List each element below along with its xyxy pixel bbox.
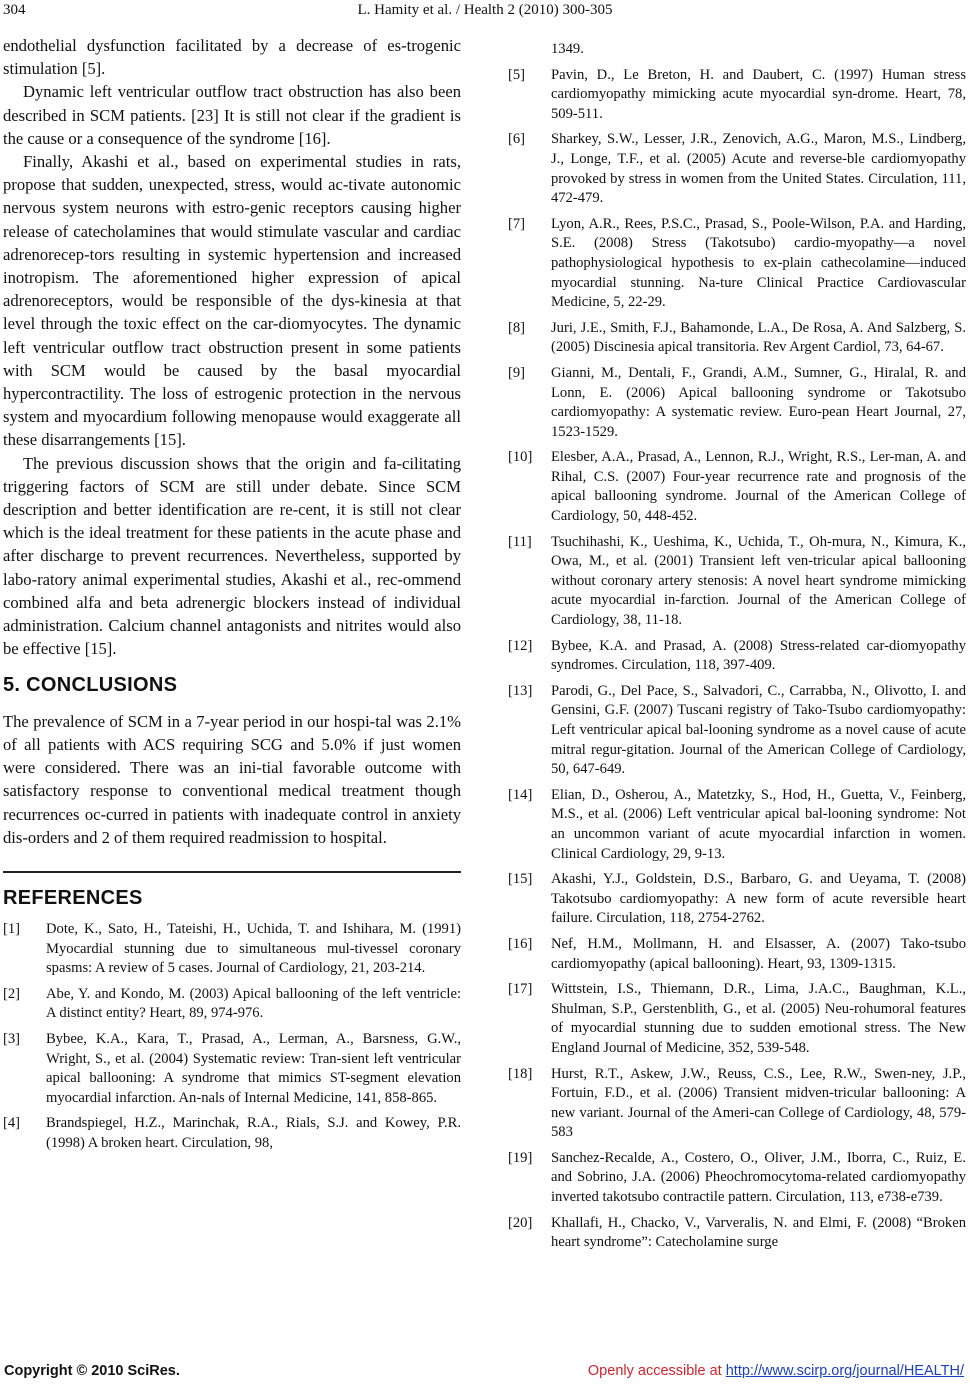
reference-text: Akashi, Y.J., Goldstein, D.S., Barbaro, G. and Ueyama, T. (2008) Takotsubo cardiomyopathy: A new form of acute reversible heart failure. Circulation, 118, 2754-2762. bbox=[551, 871, 966, 927]
page-header bbox=[0, 2, 970, 24]
reference-item bbox=[508, 319, 966, 358]
reference-text: Wittstein, I.S., Thiemann, D.R., Lima, J.A.C., Baughman, K.L., Shulman, S.P., Gerstenblith, G., et al. (2005) Neu-rohumoral features of myocardial stunning due to sudden emotional stress. The New England Journal of Medicine, 352, 539-548. bbox=[551, 981, 966, 1056]
reference-number: [12] bbox=[508, 637, 533, 654]
reference-item bbox=[508, 1065, 966, 1143]
reference-text: Juri, J.E., Smith, F.J., Bahamonde, L.A., De Rosa, A. And Salzberg, S. (2005) Discinesia apical transitoria. Rev Argent Cardiol, 73, 64-67. bbox=[551, 319, 966, 356]
reference-item bbox=[508, 870, 966, 929]
reference-item bbox=[508, 1214, 966, 1253]
journal-link[interactable]: http://www.scirp.org/journal/HEALTH/ bbox=[725, 1363, 964, 1379]
reference-text: Sharkey, S.W., Lesser, J.R., Zenovich, A.G., Maron, M.S., Lindberg, J., Longe, T.F., et al. (2005) Acute and reverse-ble cardiomyopathy provoked by stress in women from the United States. Circulation, 111, 472-479. bbox=[551, 131, 966, 207]
open-access-label: Openly accessible at bbox=[587, 1363, 726, 1379]
body-paragraph: Finally, Akashi et al., based on experimental studies in rats, propose that sudden, unexpected, stress, would ac-tivate autonomic nervous system neurons with estro-genic receptors causing higher release of catecholamines that would stimulate vascular and cardiac adrenorecep-tors resulting in systemic hypertension and increased inotropism. The aforementioned higher expression of apical adrenoreceptors, would be responsible of the dys-kinesia at that level through the toxic effect on the car-diomyocytes. The dynamic left ventricular outflow tract obstruction present in some patients with SCM would be caused by the basal myocardial hypercontractility. The loss of estrogenic protection in the nervous system and myocardium following menopause would exaggerate all these disarrangements [15]. bbox=[3, 152, 461, 450]
reference-item bbox=[508, 786, 966, 864]
conclusions-paragraph: The prevalence of SCM in a 7-year period in our hospi-tal was 2.1% of all patients with ACS requiring SCG and 5.0% if just women were considered. There was an ini-tial favorable outcome with satisfactory response to conventional medical treatment though recurrences oc-curred in patients with inadequate control in anxiety dis-orders and 2 of them required readmission to hospital. bbox=[3, 711, 461, 847]
reference-number: [9] bbox=[508, 364, 526, 381]
reference-number: [5] bbox=[508, 66, 526, 83]
reference-text: Bybee, K.A. and Prasad, A. (2008) Stress-related car-diomyopathy syndromes. Circulation, 118, 397-409. bbox=[551, 637, 966, 674]
reference-text: Dote, K., Sato, H., Tateishi, H., Uchida, T. and Ishihara, M. (1991) Myocardial stunning due to simultaneous mul-tivessel coronary spasms: A review of 5 cases. Journal of Cardiology, 21, 203-214. bbox=[46, 921, 461, 977]
reference-number: [1] bbox=[3, 921, 21, 938]
reference-number: [15] bbox=[508, 871, 533, 888]
body-paragraph: Dynamic left ventricular outflow tract obstruction has also been described in SCM patients. [23] It is still not clear if the gradient is the cause or a consequence of the syndrome [16]. bbox=[3, 82, 461, 148]
reference-list-left bbox=[3, 920, 461, 1154]
copyright-notice: Copyright © 2010 SciRes. bbox=[4, 1363, 180, 1379]
reference-item bbox=[508, 533, 966, 631]
reference-item bbox=[508, 364, 966, 442]
reference-item bbox=[508, 448, 966, 526]
reference-item bbox=[508, 935, 966, 974]
reference-number: [4] bbox=[3, 1115, 21, 1132]
reference-text: Gianni, M., Dentali, F., Grandi, A.M., Sumner, G., Hiralal, R. and Lonn, E. (2006) Apical ballooning syndrome or Takotsubo cardiomyopathy: A systematic review. Euro-pean Heart Journal, 27, 1523-1529. bbox=[551, 364, 966, 440]
page-number: 304 bbox=[3, 2, 26, 18]
reference-text: Abe, Y. and Kondo, M. (2003) Apical ballooning of the left ventricle: A distinct entity? Heart, 89, 974-976. bbox=[46, 985, 461, 1022]
left-column bbox=[3, 34, 461, 1160]
reference-text: Tsuchihashi, K., Ueshima, K., Uchida, T., Oh-mura, N., Kimura, K., Owa, M., et al. (2001) Transient left ven-tricular apical ballooning without coronary artery stenosis: A novel heart syndrome mimicking acute myocardial in-farction. Journal of the American College of Cardiology, 38, 11-18. bbox=[551, 533, 966, 629]
reference-number: [17] bbox=[508, 981, 533, 998]
reference-text: Pavin, D., Le Breton, H. and Daubert, C. (1997) Human stress cardiomyopathy mimicking acute myocardial syn-drome. Heart, 78, 509-511. bbox=[551, 66, 966, 122]
reference-item bbox=[508, 1149, 966, 1208]
conclusions-heading: 5. CONCLUSIONS bbox=[3, 674, 178, 697]
running-head: L. Hamity et al. / Health 2 (2010) 300-305 bbox=[357, 2, 613, 18]
reference-number: [10] bbox=[508, 449, 533, 466]
reference-text: Khallafi, H., Chacko, V., Varveralis, N. and Elmi, F. (2008) “Broken heart syndrome”: Catecholamine surge bbox=[551, 1214, 966, 1251]
section-divider bbox=[3, 871, 461, 873]
reference-list-right bbox=[508, 40, 966, 1259]
reference-number: [6] bbox=[508, 131, 526, 148]
reference-item bbox=[508, 66, 966, 125]
reference-number: [18] bbox=[508, 1065, 533, 1082]
reference-number: [7] bbox=[508, 215, 526, 232]
reference-number: [16] bbox=[508, 935, 533, 952]
reference-text: Brandspiegel, H.Z., Marinchak, R.A., Rials, S.J. and Kowey, P.R. (1998) A broken heart. Circulation, 98, bbox=[46, 1115, 461, 1152]
open-access-notice bbox=[588, 1363, 964, 1379]
reference-item bbox=[508, 682, 966, 780]
body-paragraph: endothelial dysfunction facilitated by a decrease of es-trogenic stimulation [5]. bbox=[3, 36, 461, 79]
reference-text: Bybee, K.A., Kara, T., Prasad, A., Lerman, A., Barsness, G.W., Wright, S., et al. (2004) Systematic review: Tran-sient left ventricular apical ballooning: A syndrome that mimics ST-segment elevation myocardial infarction. An-nals of Internal Medicine, 141, 858-865. bbox=[46, 1031, 461, 1106]
reference-text: Nef, H.M., Mollmann, H. and Elsasser, A. (2007) Tako-tsubo cardiomyopathy (apical ballooning). Heart, 93, 1309-1315. bbox=[551, 935, 966, 972]
reference-item bbox=[508, 637, 966, 676]
reference-number: [14] bbox=[508, 786, 533, 803]
reference-item bbox=[508, 130, 966, 208]
reference-number: [11] bbox=[508, 533, 532, 550]
reference-number: [19] bbox=[508, 1149, 533, 1166]
references-heading: REFERENCES bbox=[3, 886, 143, 909]
reference-number: [8] bbox=[508, 319, 526, 336]
reference-item bbox=[3, 1030, 461, 1108]
reference-item bbox=[3, 920, 461, 979]
reference-text: Lyon, A.R., Rees, P.S.C., Prasad, S., Poole-Wilson, P.A. and Harding, S.E. (2008) Stress (Takotsubo) cardio-myopathy—a novel pathophysiological hypothesis to ex-plain cathecolamine—induced myocardial stunning. Na-ture Clinical Practice Cardiovascular Medicine, 5, 22-29. bbox=[551, 215, 966, 311]
reference-text: Sanchez-Recalde, A., Costero, O., Oliver, J.M., Iborra, C., Ruiz, E. and Sobrino, J.A. (2006) Pheochromocytoma-related cardiomyopathy inverted takotsubo contractile pattern. Circulation, 113, e738-e739. bbox=[551, 1149, 966, 1206]
reference-number: [13] bbox=[508, 682, 533, 699]
reference-item bbox=[508, 980, 966, 1058]
reference-text: Elesber, A.A., Prasad, A., Lennon, R.J., Wright, R.S., Ler-man, A. and Rihal, C.S. (2007) Four-year recurrence rate and prognosis of the apical ballooning syndrome. Journal of the American College of Cardiology, 50, 448-452. bbox=[551, 449, 966, 525]
reference-item bbox=[3, 1114, 461, 1153]
reference-number: [20] bbox=[508, 1214, 533, 1231]
reference-item bbox=[3, 985, 461, 1024]
reference-number: [3] bbox=[3, 1031, 21, 1048]
body-paragraph: The previous discussion shows that the origin and fa-cilitating triggering factors of SCM are still under debate. Since SCM description and better identification are re-cent, it is still not clear which is the ideal treatment for these patients in the acute phase and after discharge to prevent recurrences. Nevertheless, supported by labo-ratory animal experimental studies, Akashi et al., rec-ommend combined alfa and beta adrenergic blockers instead of individual administration. Calcium channel antagonists and nitrites would also be effective [15]. bbox=[3, 453, 461, 659]
reference-text: Elian, D., Osherou, A., Matetzky, S., Hod, H., Guetta, V., Feinberg, M.S., et al. (2006) Left ventricular apical bal-looning syndrome: Not an uncommon variant of acute myocardial infarction in women. Clinical Cardiology, 29, 9-13. bbox=[551, 786, 966, 862]
reference-continuation: 1349. bbox=[551, 41, 584, 57]
reference-item bbox=[508, 215, 966, 313]
reference-number: [2] bbox=[3, 985, 21, 1002]
reference-text: Hurst, R.T., Askew, J.W., Reuss, C.S., Lee, R.W., Swen-ney, J.P., Fortuin, F.D., et al. (2006) Transient midven-tricular ballooning: A new variant. Journal of the Ameri-can College of Cardiology, 48, 579-583 bbox=[551, 1065, 966, 1141]
page-footer bbox=[0, 1363, 970, 1385]
reference-text: Parodi, G., Del Pace, S., Salvadori, C., Carrabba, N., Olivotto, I. and Gensini, G.F. (2007) Tuscani registry of Tako-Tsubo cardiomyopathy: Left ventricular apical bal-looning syndrome as a novel cause of acute mitral regur-gitation. Journal of the American College of Cardiology, 50, 647-649. bbox=[551, 682, 966, 778]
